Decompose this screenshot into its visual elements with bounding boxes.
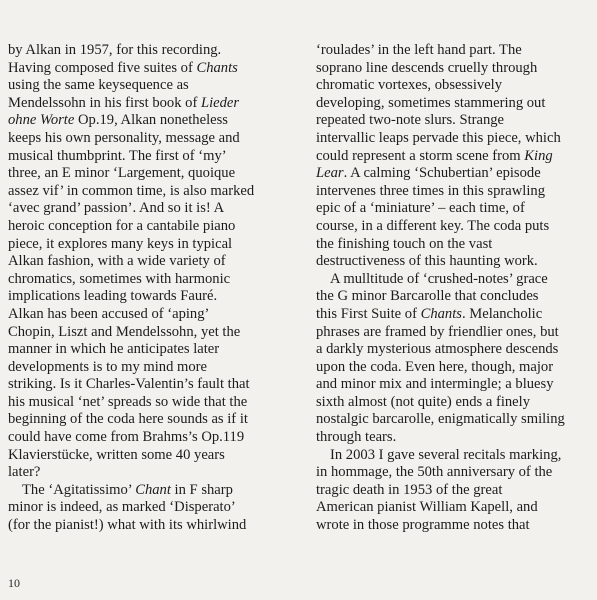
text-span: musical thumbprint. The first of ‘my’ <box>8 147 227 164</box>
text-line <box>8 60 270 78</box>
text-line <box>8 447 270 465</box>
text-line <box>8 464 270 482</box>
text-span: this First Suite of <box>316 305 421 322</box>
text-line <box>316 60 578 78</box>
text-span: Mendelssohn in his first book of <box>8 94 201 111</box>
text-span: ‘avec grand’ passion’. And so it is! A <box>8 200 225 217</box>
text-span: heroic conception for a cantabile piano <box>8 217 236 234</box>
text-span: beginning of the coda here sounds as if it <box>8 411 248 428</box>
text-span: manner in which he anticipates later <box>8 341 220 358</box>
text-line <box>8 165 270 183</box>
text-line <box>8 324 270 342</box>
text-line <box>8 411 270 429</box>
text-line <box>316 271 578 289</box>
text-span: minor is indeed, as marked ‘Disperato’ <box>8 499 236 516</box>
text-span: assez vif’ in common time, is also marked <box>8 182 255 199</box>
text-line <box>316 95 578 113</box>
text-span: phrases are framed by friendlier ones, but <box>316 323 559 340</box>
text-span: Alkan has been accused of ‘aping’ <box>8 305 210 322</box>
text-line <box>8 517 270 535</box>
text-span: the finishing touch on the vast <box>316 235 493 252</box>
text-span: in F sharp <box>170 481 233 498</box>
page-number: 10 <box>8 576 20 590</box>
text-span: later? <box>8 464 41 481</box>
text-span: and minor mix and intermingle; a bluesy <box>316 376 554 393</box>
text-line <box>316 306 578 324</box>
text-line <box>316 394 578 412</box>
text-line <box>316 324 578 342</box>
text-span: nostalgic barcarolle, enigmatically smiling <box>316 411 565 428</box>
text-line <box>8 359 270 377</box>
text-line <box>8 271 270 289</box>
text-line <box>8 288 270 306</box>
text-line <box>8 183 270 201</box>
text-span: . Melancholic <box>461 305 543 322</box>
text-span: A mulltitude of ‘crushed-notes’ grace <box>330 270 548 287</box>
text-line <box>8 200 270 218</box>
text-line <box>316 499 578 517</box>
text-line <box>8 112 270 130</box>
text-line <box>8 306 270 324</box>
italic-text-span: Lear <box>316 165 344 182</box>
text-span: by Alkan in 1957, for this recording. <box>8 42 222 58</box>
text-span: Chopin, Liszt and Mendelssohn, yet the <box>8 323 241 340</box>
text-line <box>316 42 578 60</box>
text-line <box>316 200 578 218</box>
text-span: Having composed five suites of <box>8 59 197 76</box>
text-line <box>316 183 578 201</box>
text-span: American pianist William Kapell, and <box>316 499 538 516</box>
text-span: the G minor Barcarolle that concludes <box>316 288 539 305</box>
text-line <box>8 341 270 359</box>
text-line <box>8 148 270 166</box>
text-line <box>316 218 578 236</box>
text-line <box>316 517 578 535</box>
text-span: course, in a different key. The coda puts <box>316 217 550 234</box>
text-span: intervallic leaps pervade this piece, which <box>316 129 561 146</box>
text-line <box>316 165 578 183</box>
text-line <box>8 218 270 236</box>
italic-text-span: Chants <box>420 305 462 322</box>
text-span: in hommage, the 50th anniversary of the <box>316 464 553 481</box>
text-line <box>316 447 578 465</box>
text-span: Klavierstücke, written some 40 years <box>8 446 225 463</box>
text-line <box>316 411 578 429</box>
text-line <box>316 236 578 254</box>
text-span: implications leading towards Fauré. <box>8 288 218 305</box>
italic-text-span: Chants <box>196 59 238 76</box>
text-span: repeated two-note slurs. Strange <box>316 112 505 129</box>
text-line <box>8 77 270 95</box>
text-line <box>8 499 270 517</box>
text-span: three, an E minor ‘Largement, quoique <box>8 165 236 182</box>
text-span: his musical ‘net’ spreads so wide that the <box>8 393 248 410</box>
text-line <box>316 77 578 95</box>
text-span: epic of a ‘miniature’ – each time, of <box>316 200 525 217</box>
text-line <box>8 482 270 500</box>
text-line <box>8 95 270 113</box>
text-line <box>316 253 578 271</box>
italic-text-span: Lieder <box>200 94 240 111</box>
text-span: striking. Is it Charles-Valentin’s fault that <box>8 376 250 393</box>
text-line <box>8 130 270 148</box>
text-line <box>316 112 578 130</box>
text-line <box>8 42 270 60</box>
text-line <box>316 464 578 482</box>
text-span: . A calming ‘Schubertian’ episode <box>343 165 541 182</box>
text-span: upon the coda. Even here, though, major <box>316 358 554 375</box>
text-span: developing, sometimes stammering out <box>316 94 546 111</box>
italic-text-span: Chant <box>135 481 171 498</box>
text-span: tragic death in 1953 of the great <box>316 481 503 498</box>
text-span: could represent a storm scene from <box>316 147 525 164</box>
text-line <box>8 253 270 271</box>
text-span: developments is to my mind more <box>8 358 208 375</box>
text-line <box>8 394 270 412</box>
text-line <box>316 376 578 394</box>
text-span: Op.19, Alkan nonetheless <box>74 112 228 129</box>
text-line <box>8 376 270 394</box>
italic-text-span: ohne Worte <box>8 112 75 129</box>
text-span: keeps his own personality, message and <box>8 129 240 146</box>
text-line <box>8 236 270 254</box>
text-span: a darkly mysterious atmosphere descends <box>316 341 559 358</box>
text-span: wrote in those programme notes that <box>316 517 530 534</box>
left-text-column <box>8 42 270 535</box>
text-span: Alkan fashion, with a wide variety of <box>8 253 226 270</box>
text-span: ‘roulades’ in the left hand part. The <box>316 42 522 58</box>
text-line <box>316 130 578 148</box>
text-line <box>8 429 270 447</box>
text-span: piece, it explores many keys in typical <box>8 235 233 252</box>
text-span: sixth almost (not quite) ends a finely <box>316 393 531 410</box>
text-line <box>316 359 578 377</box>
text-span: soprano line descends cruelly through <box>316 59 538 76</box>
text-span: chromatic vortexes, obsessively <box>316 77 503 94</box>
text-span: could have come from Brahms’s Op.119 <box>8 429 245 446</box>
text-span: intervenes three times in this sprawling <box>316 182 545 199</box>
text-span: destructiveness of this haunting work. <box>316 253 538 270</box>
text-line <box>316 341 578 359</box>
text-line <box>316 482 578 500</box>
text-span: chromatics, sometimes with harmonic <box>8 270 231 287</box>
text-span: The ‘Agitatissimo’ <box>22 481 136 498</box>
text-span: In 2003 I gave several recitals marking, <box>330 446 562 463</box>
italic-text-span: King <box>524 147 553 164</box>
text-span: through tears. <box>316 429 397 446</box>
text-line <box>316 429 578 447</box>
text-line <box>316 288 578 306</box>
right-text-column <box>316 42 578 535</box>
text-line <box>316 148 578 166</box>
text-span: using the same keysequence as <box>8 77 189 94</box>
text-span: (for the pianist!) what with its whirlwind <box>8 517 247 534</box>
